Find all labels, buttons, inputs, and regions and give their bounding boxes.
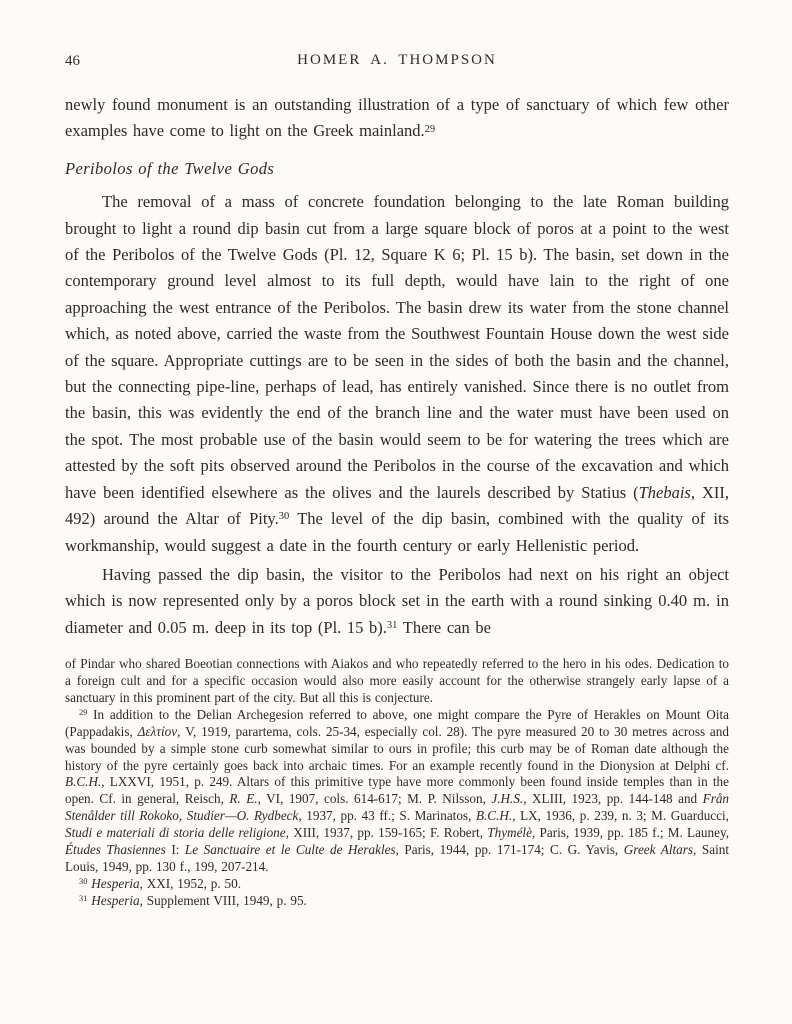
paragraph-continuation: newly found monument is an outstanding illustration of a type of sanctuary of which few other examples have come to light on the Greek mainland.$^{29}$ <box>65 95 729 141</box>
footnote-30: $^{30}$ Hesperia, XXI, 1952, p. 50. <box>79 875 242 891</box>
page-number: 46 <box>65 53 80 69</box>
article-body <box>65 92 729 641</box>
page-header <box>65 52 729 72</box>
footnotes-block <box>65 656 729 910</box>
paragraph-2: Having passed the dip basin, the visitor to the Peribolos had next on his right an object which is now represented only by a poros block set in the earth with a round sinking 0.40 m. in diameter and 0.05 m. deep in its top (Pl. 15 b).$^{31}$ There can be <box>65 564 729 637</box>
running-head-title: HOMER A. THOMPSON <box>297 52 497 68</box>
section-heading: Peribolos of the Twelve Gods <box>65 158 275 178</box>
footnote-29: $^{29}$ In addition to the Delian Archegesion referred to above, one might compare the Pyre of Herakles on Mount Oita (Pappadakis, Δελτίον, V, 1919, parartema, cols. 25-34, especially col. 28). The pyre measured 20 to 30 metres across and was bounded by a simple stone curb somewhat similar to ours in profile; this curb may be of Roman date although the history of the pyre certainly goes back into archaic times. For an example recently found in the Dionysion at Delphi cf. B.C.H., LXXVI, 1951, p. 249. Altars of this primitive type have more commonly been found inside temples than in the open. Cf. in general, Reisch, R. E., VI, 1907, cols. 614-617; M. P. Nilsson, J.H.S., XLIII, 1923, pp. 144-148 and Från Stenålder till Rokoko, Studier—O. Rydbeck, 1937, pp. 43 ff.; S. Marinatos, B.C.H., LX, 1936, p. 239, n. 3; M. Guarducci, Studi e materiali di storia delle religione, XIII, 1937, pp. 159-165; F. Robert, Thymélè, Paris, 1939, pp. 185 f.; M. Launey, Études Thasiennes I: Le Sanctuaire et le Culte de Herakles, Paris, 1944, pp. 171-174; C. G. Yavis, Greek Altars, Saint Louis, 1949, pp. 130 f., 199, 207-214. <box>65 706 730 874</box>
paragraph-1: The removal of a mass of concrete foundation belonging to the late Roman building brought to light a round dip basin cut from a large square block of poros at a point to the west of the Peribolos of the Twelve Gods (Pl. 12, Square K 6; Pl. 15 b). The basin, set down in the contemporary ground level almost to its full depth, would have lain to the right of one approaching the west entrance of the Peribolos. The basin drew its water from the stone channel which, as noted above, carried the waste from the Southwest Fountain House down the west side of the square. Appropriate cuttings are to be seen in the sides of both the basin and the channel, but the connecting pipe-line, perhaps of lead, has entirely vanished. Since there is no outlet from the basin, this was evidently the end of the branch line and the water must have been used on the spot. The most probable use of the basin would seem to be for watering the trees which are attested by the soft pits observed around the Peribolos in the course of the excavation and which have been identified elsewhere as the olives and the laurels described by Statius (Thebais, XII, 492) around the Altar of Pity.$^{30}$ The level of the dip basin, combined with the quality of its workmanship, would suggest a date in the fourth century or early Hellenistic period. <box>65 192 729 555</box>
footnote-continuation: of Pindar who shared Boeotian connections with Aiakos and who repeatedly referred to the hero in his odes. Dedication to a foreign cult and for a specific occasion would also more easily account for the otherwise strangely early lapse of a sanctuary in this prominent part of the city. But all this is conjecture. <box>65 656 729 705</box>
footnote-31: $^{31}$ Hesperia, Supplement VIII, 1949, p. 95. <box>79 892 307 908</box>
